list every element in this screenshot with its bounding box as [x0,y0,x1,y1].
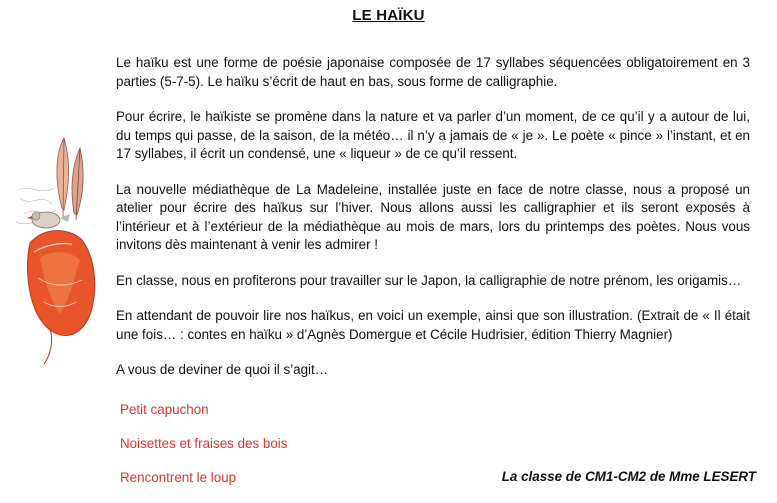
haiku-line-3: Rencontrent le loup [120,470,237,485]
paragraph-mediatheque: La nouvelle médiathèque de La Madeleine, installée juste en face de notre classe, nous a proposé un atelier pour écrire des haïkus sur l’hiver. Nous allons aussi les calligraphier et ils seront exposés à l’intérieur et à l’extérieur de la médiathèque au mois de mars, lors du printemps des poètes. Nous vous invitons dès maintenant à venir les admirer ! [116,181,750,252]
page-title: LE HAÏKU [352,7,425,24]
feather-left-icon [57,138,69,218]
paragraph-devinette: A vous de deviner de quoi il s’agit… [116,362,329,377]
bird-icon [27,212,70,228]
signature: La classe de CM1-CM2 de Mme LESERT [501,469,756,484]
paragraph-haikiste: Pour écrire, le haïkiste se promène dans la nature et va parler d’un moment, de ce qu’il y a autour de lui, du temps qui passe, de la saison, de la météo… il n’y a jamais de « je ». Le poète « pince » l’instant, et en 17 syllabes, il écrit un condensé, une « liqueur » de ce qu’il ressent. [116,109,750,161]
haiku-line-1: Petit capuchon [120,402,209,417]
paragraph-exemple: En attendant de pouvoir lire nos haïkus, en voici un exemple, ainsi que son illustration. (Extrait de « Il était une fois… : contes en haïku » d’Agnès Domergue et Cécile Hudrisier, édition Thierry Magnier) [116,308,750,342]
article-body [116,54,750,380]
paragraph-classe: En classe, nous en profiterons pour travailler sur le Japon, la calligraphie de notre prénom, les origamis… [116,272,742,288]
red-hood-icon [27,231,94,364]
haiku-poem [120,401,287,503]
haiku-line-2: Noisettes et fraises des bois [120,436,288,451]
illustration [10,118,110,368]
feather-right-icon [72,148,83,220]
paragraph-definition: Le haïku est une forme de poésie japonaise composée de 17 syllabes séquencées obligatoirement en 3 parties (5-7-5). Le haïku s’écrit de haut en bas, sous forme de calligraphie. [116,55,750,89]
